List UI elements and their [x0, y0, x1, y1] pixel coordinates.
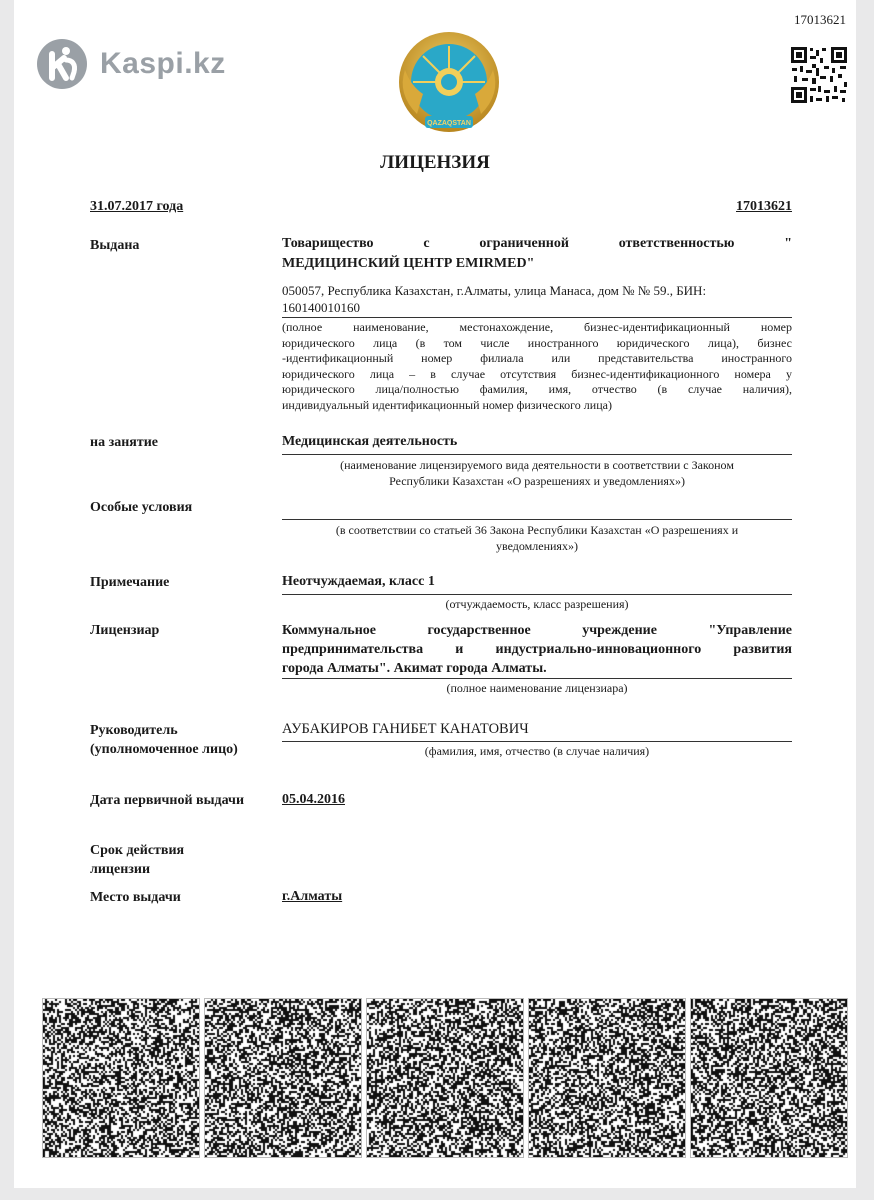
head-label: [90, 721, 238, 759]
special-conditions-note-line: (в соответствии со статьей 36 Закона Республики Казахстан «О разрешениях и: [335, 523, 739, 537]
issued-to-underline: [282, 317, 792, 318]
head-label-line: Руководитель: [90, 723, 178, 738]
issued-to-label: Выдана: [90, 238, 140, 253]
activity-note-line: (наименование лицензируемого вида деятельности в соответствии с Законом: [340, 458, 734, 472]
validity-label: [90, 841, 184, 879]
issued-to-note: [282, 320, 792, 413]
page-title: ЛИЦЕНЗИЯ: [380, 152, 490, 173]
remark-label: Примечание: [90, 575, 170, 590]
issued-to-note-line: юридического лица/полностью фамилия, имя, отчество (в случае наличия),: [282, 382, 792, 396]
licensor-line: предпринимательства и индустриально-инновационного развития: [282, 642, 792, 657]
emblem-text: QAZAQSTAN: [427, 120, 471, 127]
special-conditions-label: Особые условия: [90, 500, 193, 515]
license-number: 17013621: [736, 199, 792, 214]
issued-to-address-line1: 050057, Республика Казахстан, г.Алматы, улица Манаса, дом № № 59., БИН:: [282, 283, 707, 298]
licensor-underline: [282, 678, 792, 679]
licensor-label: Лицензиар: [90, 623, 160, 638]
qr-code: [366, 998, 524, 1158]
head-underline: [282, 741, 792, 742]
activity-underline: [282, 454, 792, 455]
licensor-line: Коммунальное государственное учреждение "Управление: [282, 623, 792, 638]
issued-to-note-line: (полное наименование, местонахождение, бизнес-идентификационный номер: [282, 320, 792, 334]
qr-code: [528, 998, 686, 1158]
special-conditions-underline: [282, 519, 792, 520]
remark-underline: [282, 594, 792, 595]
head-note: (фамилия, имя, отчество (в случае наличия): [424, 744, 650, 758]
licensor-line: города Алматы". Акимат города Алматы.: [282, 661, 547, 676]
issued-to-note-line: юридического лица (в том числе иностранного юридического лица), бизнес: [282, 335, 792, 350]
state-emblem-icon: [391, 30, 507, 134]
licensor-value: [282, 621, 792, 678]
special-conditions-note: [282, 523, 792, 554]
top-qr-code: [790, 46, 848, 104]
place-value: г.Алматы: [282, 889, 343, 904]
first-issue-label: Дата первичной выдачи: [90, 793, 245, 808]
remark-value: Неотчуждаемая, класс 1: [282, 574, 435, 589]
license-page: [14, 0, 856, 1188]
issued-to-org-line1: Товарищество с ограниченной ответственностью ": [282, 236, 792, 251]
licensor-note: (полное наименование лицензиара): [446, 681, 628, 695]
doc-number-top: 17013621: [794, 12, 846, 27]
issued-to-address-line2: 160140010160: [282, 300, 360, 315]
first-issue-value: 05.04.2016: [282, 792, 345, 807]
kaspi-logo-text: Kaspi.kz: [100, 47, 226, 80]
qr-code: [42, 998, 200, 1158]
activity-label: на занятие: [90, 435, 158, 450]
remark-note: (отчуждаемость, класс разрешения): [445, 597, 629, 611]
activity-note: [282, 458, 792, 489]
special-conditions-note-line: уведомлениях»): [496, 538, 578, 553]
validity-label-line: Срок действия: [90, 843, 185, 858]
issued-to-note-line: -идентификационный номер филиала или представительства иностранного: [282, 351, 792, 365]
qr-code: [690, 998, 848, 1158]
qr-code: [204, 998, 362, 1158]
head-label-line: (уполномоченное лицо): [90, 742, 238, 757]
activity-note-line: Республики Казахстан «О разрешениях и уведомлениях»): [389, 473, 685, 488]
activity-value: Медицинская деятельность: [282, 434, 458, 449]
issued-to-org-line2: МЕДИЦИНСКИЙ ЦЕНТР EMIRMED": [282, 256, 535, 271]
license-date: 31.07.2017 года: [90, 199, 184, 214]
head-value: АУБАКИРОВ ГАНИБЕТ КАНАТОВИЧ: [282, 721, 529, 737]
kaspi-logo[interactable]: [36, 38, 226, 90]
issued-to-note-line: юридического лица – в случае отсутствия бизнес-идентификационного номера у: [282, 366, 792, 381]
validity-label-line: лицензии: [90, 862, 151, 877]
place-label: Место выдачи: [90, 890, 181, 905]
kaspi-logo-icon: [36, 38, 88, 90]
issued-to-note-line: индивидуальный идентификационный номер физического лица): [282, 397, 612, 412]
